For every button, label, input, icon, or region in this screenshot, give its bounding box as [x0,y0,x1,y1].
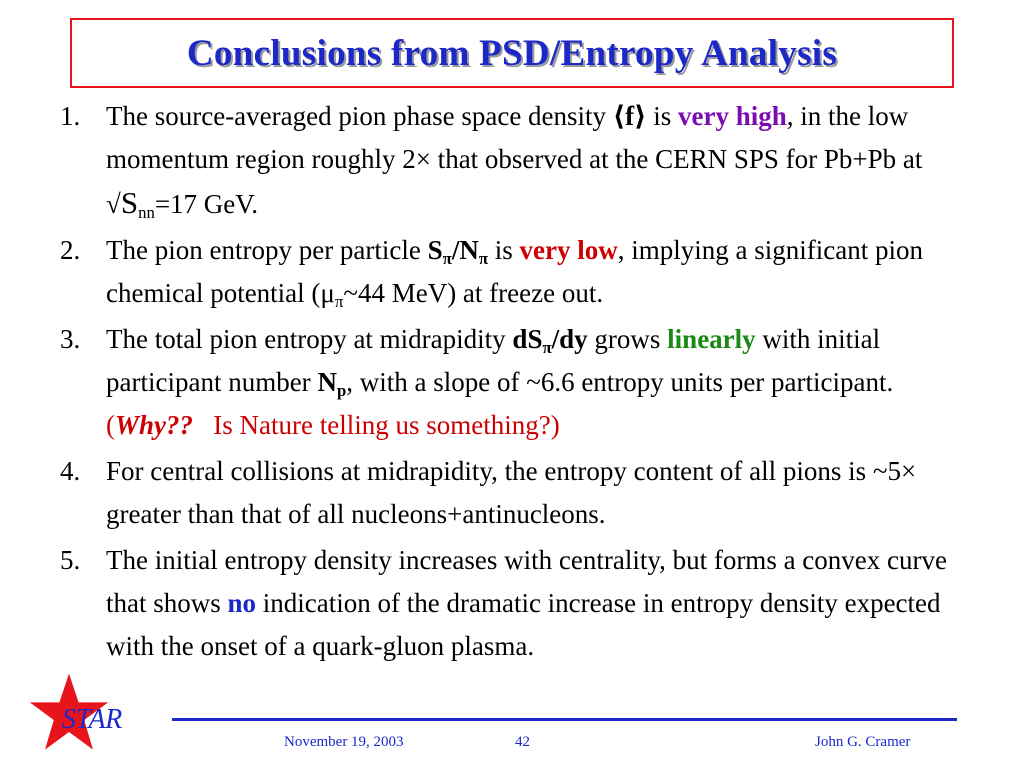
item-number: 3. [60,324,81,354]
text-segment: ~44 MeV) at freeze out. [343,278,604,308]
entropy-symbol: S [427,235,443,265]
highlight-very-high: very high [677,101,787,131]
subscript-p: p [336,381,347,401]
highlight-no: no [227,588,257,618]
item-number: 4. [60,456,81,486]
text-segment: , with a slope of ~6.6 entropy units per participant. [346,367,894,397]
item-number: 2. [60,235,81,265]
title-box [70,18,954,88]
text-segment: The pion entropy per particle [106,235,428,265]
list-item-5 [60,539,980,668]
sqrt-symbol: √ [106,189,121,219]
footer-divider [172,718,957,721]
highlight-linearly: linearly [667,324,756,354]
highlight-very-low: very low [519,235,618,265]
item-text: For central collisions at midrapidity, the entropy content of all pions is ~5× greater than that of all nucleons+antinucleons. [106,456,917,529]
text-segment: , implying a significant pion chemical potential (μ [106,235,923,308]
text-segment: The initial entropy density increases with centrality, but forms a convex curve that shows [106,545,947,618]
subscript-nn: nn [138,203,155,223]
item-text [106,539,980,668]
subscript-pi: π [442,249,452,269]
item-number: 5. [60,545,81,575]
dy-symbol: /dy [551,324,588,354]
star-logo-text: STAR [62,704,122,735]
conclusions-list [60,95,980,671]
ds-symbol: dS [512,324,543,354]
list-item-3 [60,318,980,447]
subscript-pi: π [542,338,552,358]
f-symbol: ⟨f⟩ [612,101,647,131]
red-paren: ( [106,410,115,440]
item-number: 1. [60,101,81,131]
item-text [106,95,980,226]
n-symbol: /N [451,235,479,265]
page-number: 42 [515,734,530,750]
text-segment: The source-averaged pion phase space density [106,101,613,131]
slide-title: Conclusions from PSD/Entropy Analysis [186,32,838,74]
text-segment: =17 GeV. [154,189,259,219]
text-segment: grows [587,324,668,354]
footer-date: November 19, 2003 [284,734,404,750]
why-text: Why?? [115,410,194,440]
list-item-4 [60,450,980,536]
text-segment: , in the low momentum region roughly 2× that observed at the CERN SPS for Pb+Pb at [106,101,923,174]
list-item-2 [60,229,980,315]
text-segment: with initial participant number [106,324,881,397]
subscript-pi: π [334,292,344,312]
text-segment: is [488,235,520,265]
footer-author: John G. Cramer [815,734,911,750]
text-segment: The total pion entropy at midrapidity [106,324,513,354]
np-symbol: N [317,367,337,397]
subscript-pi: π [478,249,489,269]
nature-question: Is Nature telling us something?) [193,410,560,440]
item-text [106,229,980,315]
item-text [106,318,980,447]
text-segment: is [646,101,678,131]
text-segment: indication of the dramatic increase in entropy density expected with the onset of a quark-gluon plasma. [106,588,941,661]
s-symbol: S [120,185,139,220]
list-item-1 [60,95,980,226]
